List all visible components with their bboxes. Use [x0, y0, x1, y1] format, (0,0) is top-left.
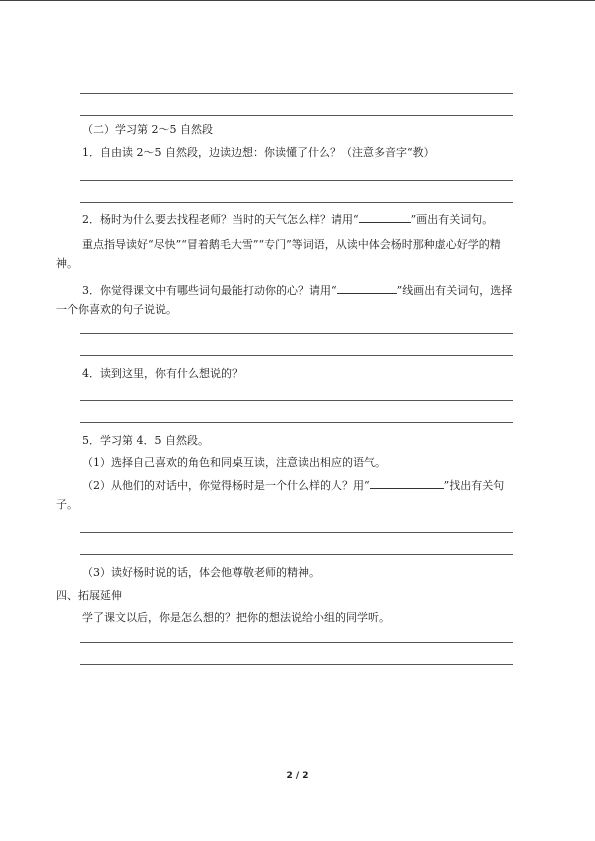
answer-line	[80, 554, 513, 555]
section-heading-part2: （二）学习第 2～5 自然段	[82, 123, 213, 136]
question-5-2	[56, 476, 518, 514]
question-2-guide: 重点指导读好“尽快”“冒着鹅毛大雪”“专门”等词语，从读中体会杨时那种虚心好学的精神。	[56, 238, 501, 270]
answer-line	[80, 180, 513, 181]
answer-line	[80, 115, 513, 116]
answer-line	[80, 333, 513, 334]
blank-underline	[370, 478, 444, 489]
blank-underline	[359, 212, 411, 223]
question-3	[56, 281, 518, 319]
answer-line	[80, 202, 513, 203]
question-2-text-end: ”画出有关词句。	[410, 213, 494, 226]
part4-task: 学了课文以后，你是怎么想的？把你的想法说给小组的同学听。	[82, 611, 390, 624]
question-5-1: （1）选择自己喜欢的角色和同桌互读，注意读出相应的语气。	[82, 456, 386, 469]
question-3-text: 3．你觉得课文中有哪些词句最能打动你的心？请用“	[82, 284, 337, 297]
question-2-text: 2．杨时为什么要去找程老师？当时的天气怎么样？请用“	[82, 213, 359, 226]
answer-line	[80, 532, 513, 533]
blank-underline	[337, 283, 397, 294]
question-5-3: （3）读好杨时说的话，体会他尊敬老师的精神。	[82, 566, 320, 579]
answer-line	[80, 400, 513, 401]
question-3-text-end: ”线画出有关词句，选择一个你喜欢的句子说说。	[56, 284, 513, 316]
answer-line	[80, 422, 513, 423]
question-5: 5．学习第 4．5 自然段。	[82, 434, 209, 447]
section-heading-part4: 四、拓展延伸	[56, 589, 122, 602]
answer-line	[80, 355, 513, 356]
page-number: 2 / 2	[286, 771, 309, 781]
header-rule	[0, 0, 595, 1]
question-1: 1．自由读 2～5 自然段，边读边想：你读懂了什么？（注意多音字“教）	[82, 146, 435, 159]
answer-line	[80, 93, 513, 94]
question-4: 4．读到这里，你有什么想说的？	[82, 367, 243, 380]
question-5-2-text-end: ”找出有关句子。	[56, 479, 505, 511]
answer-line	[80, 642, 513, 643]
answer-line	[80, 664, 513, 665]
question-2	[82, 212, 493, 227]
question-5-2-text: （2）从他们的对话中，你觉得杨时是一个什么样的人？用“	[82, 479, 370, 492]
